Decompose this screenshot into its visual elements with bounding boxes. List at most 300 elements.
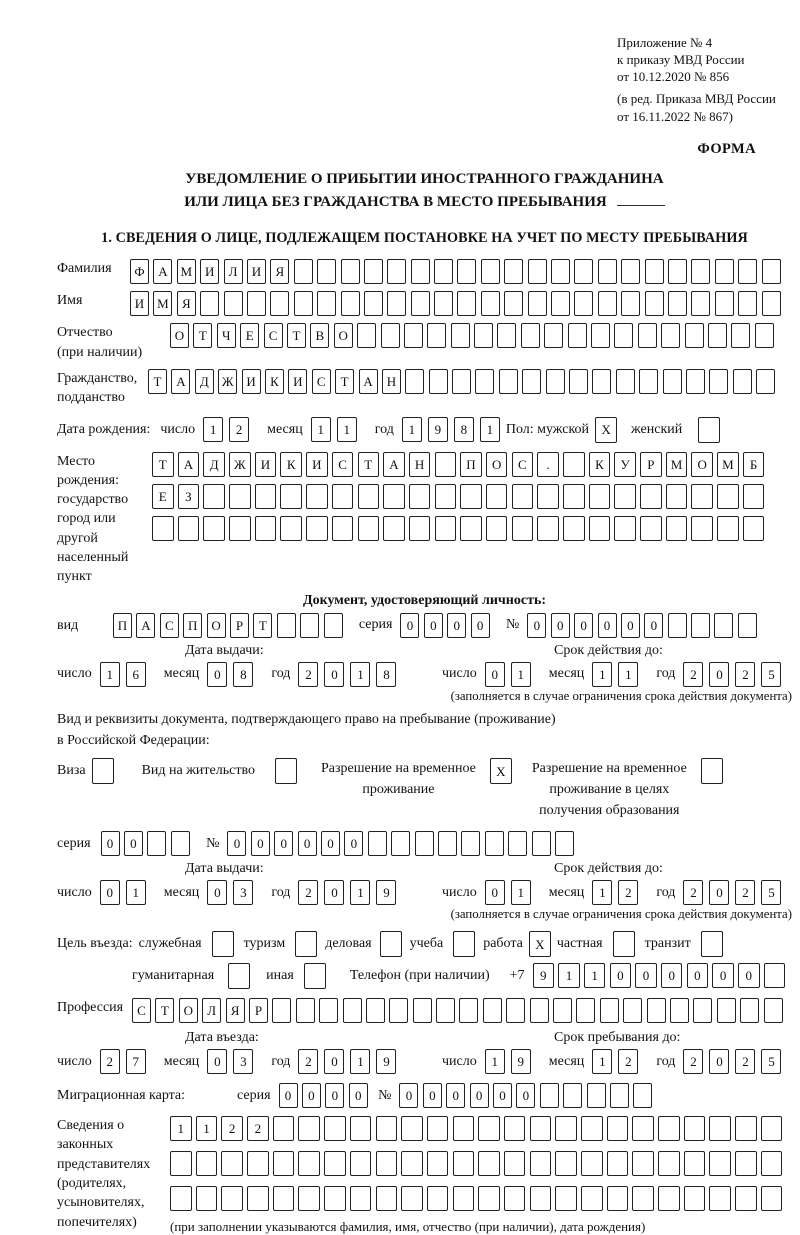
form-cell[interactable] <box>298 1186 320 1211</box>
form-cell[interactable]: 0 <box>279 1083 298 1108</box>
form-cell[interactable] <box>376 1151 398 1176</box>
form-cell[interactable] <box>453 931 475 957</box>
form-cell[interactable] <box>295 931 317 957</box>
form-cell[interactable]: Я <box>226 998 245 1023</box>
form-cell[interactable] <box>427 1186 449 1211</box>
form-cell[interactable] <box>589 484 611 509</box>
form-cell[interactable]: 0 <box>207 662 227 687</box>
form-cell[interactable]: С <box>264 323 283 348</box>
form-cell[interactable] <box>522 369 541 394</box>
form-cell[interactable] <box>666 484 688 509</box>
form-cell[interactable]: 2 <box>735 662 755 687</box>
form-cell[interactable]: У <box>614 452 636 477</box>
form-cell[interactable]: 0 <box>446 1083 465 1108</box>
form-cell[interactable]: 8 <box>233 662 253 687</box>
form-cell[interactable] <box>247 1151 269 1176</box>
form-cell[interactable] <box>521 323 540 348</box>
form-cell[interactable] <box>453 1116 475 1141</box>
form-cell[interactable] <box>435 484 457 509</box>
form-cell[interactable]: 2 <box>683 1049 703 1074</box>
form-cell[interactable]: Б <box>743 452 765 477</box>
form-cell[interactable]: 0 <box>302 1083 321 1108</box>
form-cell[interactable] <box>743 484 765 509</box>
form-cell[interactable] <box>324 1151 346 1176</box>
form-cell[interactable] <box>317 259 336 284</box>
form-cell[interactable] <box>743 516 765 541</box>
form-cell[interactable] <box>504 259 523 284</box>
form-cell[interactable] <box>341 291 360 316</box>
form-cell[interactable] <box>460 516 482 541</box>
form-cell[interactable]: 2 <box>247 1116 269 1141</box>
form-cell[interactable] <box>733 369 752 394</box>
form-cell[interactable] <box>504 291 523 316</box>
form-cell[interactable] <box>411 259 430 284</box>
form-cell[interactable] <box>459 998 478 1023</box>
form-cell[interactable] <box>756 369 775 394</box>
form-cell[interactable] <box>717 516 739 541</box>
form-cell[interactable]: 0 <box>101 831 120 856</box>
form-cell[interactable] <box>415 831 434 856</box>
form-cell[interactable] <box>731 323 750 348</box>
form-cell[interactable] <box>645 259 664 284</box>
form-cell[interactable] <box>481 259 500 284</box>
form-cell[interactable]: И <box>247 259 266 284</box>
form-cell[interactable] <box>401 1151 423 1176</box>
form-cell[interactable]: Ж <box>229 452 251 477</box>
form-cell[interactable] <box>324 1116 346 1141</box>
form-cell[interactable] <box>380 931 402 957</box>
form-cell[interactable]: 0 <box>661 963 683 988</box>
form-cell[interactable]: 8 <box>454 417 474 442</box>
form-cell[interactable] <box>563 516 585 541</box>
form-cell[interactable]: 3 <box>233 880 253 905</box>
form-cell[interactable] <box>221 1186 243 1211</box>
form-cell[interactable] <box>401 1186 423 1211</box>
form-cell[interactable] <box>391 831 410 856</box>
form-cell[interactable] <box>693 998 712 1023</box>
form-cell[interactable] <box>497 323 516 348</box>
form-cell[interactable] <box>427 323 446 348</box>
form-cell[interactable]: 0 <box>598 613 617 638</box>
form-cell[interactable]: 0 <box>709 880 729 905</box>
form-cell[interactable]: 0 <box>100 880 120 905</box>
form-cell[interactable] <box>623 998 642 1023</box>
form-cell[interactable]: С <box>160 613 179 638</box>
form-cell[interactable] <box>563 484 585 509</box>
form-cell[interactable] <box>427 1116 449 1141</box>
form-cell[interactable]: 0 <box>324 1049 344 1074</box>
form-cell[interactable] <box>546 369 565 394</box>
form-cell[interactable] <box>478 1116 500 1141</box>
form-cell[interactable]: Я <box>270 259 289 284</box>
form-cell[interactable] <box>358 484 380 509</box>
form-cell[interactable]: 0 <box>644 613 663 638</box>
form-cell[interactable] <box>409 516 431 541</box>
form-cell[interactable] <box>366 998 385 1023</box>
form-cell[interactable]: Т <box>287 323 306 348</box>
form-cell[interactable] <box>506 998 525 1023</box>
form-cell[interactable] <box>668 259 687 284</box>
form-cell[interactable] <box>686 369 705 394</box>
form-cell[interactable] <box>409 484 431 509</box>
form-cell[interactable] <box>319 998 338 1023</box>
form-cell[interactable]: Р <box>230 613 249 638</box>
form-cell[interactable] <box>532 831 551 856</box>
form-cell[interactable] <box>200 291 219 316</box>
form-cell[interactable] <box>387 259 406 284</box>
form-cell[interactable] <box>587 1083 606 1108</box>
form-cell[interactable] <box>614 484 636 509</box>
form-cell[interactable] <box>632 1151 654 1176</box>
form-cell[interactable] <box>483 998 502 1023</box>
form-cell[interactable] <box>300 613 319 638</box>
form-cell[interactable] <box>701 931 723 957</box>
form-cell[interactable]: П <box>113 613 132 638</box>
form-cell[interactable] <box>632 1186 654 1211</box>
form-cell[interactable]: И <box>288 369 307 394</box>
form-cell[interactable] <box>486 516 508 541</box>
form-cell[interactable] <box>684 1151 706 1176</box>
form-cell[interactable] <box>358 516 380 541</box>
form-cell[interactable]: 0 <box>321 831 340 856</box>
form-cell[interactable] <box>170 1186 192 1211</box>
form-cell[interactable] <box>475 369 494 394</box>
form-cell[interactable]: 2 <box>618 1049 638 1074</box>
form-cell[interactable] <box>530 998 549 1023</box>
form-cell[interactable] <box>610 1083 629 1108</box>
form-cell[interactable] <box>581 1151 603 1176</box>
form-cell[interactable] <box>504 1186 526 1211</box>
form-cell[interactable] <box>555 1116 577 1141</box>
form-cell[interactable] <box>568 323 587 348</box>
form-cell[interactable]: К <box>265 369 284 394</box>
form-cell[interactable]: А <box>153 259 172 284</box>
form-cell[interactable]: 1 <box>618 662 638 687</box>
form-cell[interactable]: 1 <box>592 880 612 905</box>
form-cell[interactable] <box>298 1151 320 1176</box>
form-cell[interactable]: С <box>512 452 534 477</box>
form-cell[interactable]: 9 <box>376 1049 396 1074</box>
form-cell[interactable] <box>607 1151 629 1176</box>
form-cell[interactable] <box>691 291 710 316</box>
form-cell[interactable]: З <box>178 484 200 509</box>
form-cell[interactable] <box>350 1186 372 1211</box>
form-cell[interactable] <box>555 1186 577 1211</box>
form-cell[interactable]: 2 <box>100 1049 120 1074</box>
form-cell[interactable] <box>738 259 757 284</box>
form-cell[interactable]: М <box>666 452 688 477</box>
form-cell[interactable]: К <box>280 452 302 477</box>
form-cell[interactable]: 1 <box>592 662 612 687</box>
form-cell[interactable] <box>170 1151 192 1176</box>
form-cell[interactable] <box>435 516 457 541</box>
form-cell[interactable] <box>647 998 666 1023</box>
form-cell[interactable] <box>581 1116 603 1141</box>
form-cell[interactable]: Т <box>335 369 354 394</box>
form-cell[interactable]: Н <box>409 452 431 477</box>
form-cell[interactable] <box>280 484 302 509</box>
form-cell[interactable]: 5 <box>761 662 781 687</box>
form-cell[interactable] <box>364 291 383 316</box>
form-cell[interactable] <box>411 291 430 316</box>
form-cell[interactable]: 2 <box>683 662 703 687</box>
form-cell[interactable]: Е <box>152 484 174 509</box>
form-cell[interactable] <box>553 998 572 1023</box>
form-cell[interactable] <box>684 1116 706 1141</box>
form-cell[interactable]: О <box>207 613 226 638</box>
form-cell[interactable]: Л <box>202 998 221 1023</box>
form-cell[interactable] <box>255 516 277 541</box>
form-cell[interactable] <box>383 516 405 541</box>
form-cell[interactable]: П <box>183 613 202 638</box>
form-cell[interactable] <box>178 516 200 541</box>
form-cell[interactable] <box>451 323 470 348</box>
form-cell[interactable] <box>332 516 354 541</box>
form-cell[interactable]: 9 <box>376 880 396 905</box>
form-cell[interactable] <box>368 831 387 856</box>
form-cell[interactable] <box>324 613 343 638</box>
form-cell[interactable]: И <box>200 259 219 284</box>
form-cell[interactable] <box>530 1151 552 1176</box>
form-cell[interactable]: 0 <box>124 831 143 856</box>
form-cell[interactable] <box>735 1186 757 1211</box>
form-cell[interactable]: 1 <box>592 1049 612 1074</box>
form-cell[interactable]: В <box>310 323 329 348</box>
form-cell[interactable] <box>270 291 289 316</box>
form-cell[interactable] <box>528 259 547 284</box>
form-cell[interactable] <box>255 484 277 509</box>
form-cell[interactable] <box>581 1186 603 1211</box>
form-cell[interactable]: Ж <box>218 369 237 394</box>
form-cell[interactable] <box>324 1186 346 1211</box>
form-cell[interactable] <box>280 516 302 541</box>
form-cell[interactable]: 0 <box>447 613 466 638</box>
form-cell[interactable]: 2 <box>298 1049 318 1074</box>
form-cell[interactable] <box>486 484 508 509</box>
form-cell[interactable]: С <box>132 998 151 1023</box>
form-cell[interactable] <box>478 1186 500 1211</box>
form-cell[interactable] <box>668 291 687 316</box>
form-cell[interactable]: 2 <box>683 880 703 905</box>
form-cell[interactable] <box>537 516 559 541</box>
form-cell[interactable]: Т <box>253 613 272 638</box>
form-cell[interactable]: 0 <box>485 880 505 905</box>
form-cell[interactable] <box>607 1186 629 1211</box>
form-cell[interactable]: И <box>255 452 277 477</box>
form-cell[interactable]: 0 <box>493 1083 512 1108</box>
form-cell[interactable]: Л <box>224 259 243 284</box>
form-cell[interactable] <box>504 1151 526 1176</box>
form-cell[interactable] <box>277 613 296 638</box>
form-cell[interactable]: 0 <box>470 1083 489 1108</box>
form-cell[interactable] <box>453 1186 475 1211</box>
form-cell[interactable] <box>196 1151 218 1176</box>
form-cell[interactable] <box>691 259 710 284</box>
form-cell[interactable]: А <box>178 452 200 477</box>
form-cell[interactable]: 1 <box>311 417 331 442</box>
form-cell[interactable] <box>228 963 250 989</box>
form-cell[interactable] <box>427 1151 449 1176</box>
form-cell[interactable] <box>717 484 739 509</box>
form-cell[interactable] <box>461 831 480 856</box>
form-cell[interactable] <box>738 291 757 316</box>
form-cell[interactable]: О <box>486 452 508 477</box>
form-cell[interactable]: Т <box>155 998 174 1023</box>
form-cell[interactable] <box>600 998 619 1023</box>
form-cell[interactable]: 7 <box>126 1049 146 1074</box>
form-cell[interactable] <box>383 484 405 509</box>
form-cell[interactable] <box>273 1151 295 1176</box>
form-cell[interactable] <box>296 998 315 1023</box>
form-cell[interactable]: Н <box>382 369 401 394</box>
form-cell[interactable]: 0 <box>344 831 363 856</box>
form-cell[interactable]: 2 <box>298 662 318 687</box>
form-cell[interactable]: 0 <box>207 880 227 905</box>
form-cell[interactable]: П <box>460 452 482 477</box>
form-cell[interactable] <box>438 831 457 856</box>
form-cell[interactable] <box>638 323 657 348</box>
form-cell[interactable] <box>639 369 658 394</box>
form-cell[interactable] <box>661 323 680 348</box>
form-cell[interactable]: А <box>383 452 405 477</box>
form-cell[interactable] <box>551 259 570 284</box>
form-cell[interactable] <box>247 1186 269 1211</box>
form-cell[interactable] <box>715 259 734 284</box>
form-cell[interactable]: Т <box>148 369 167 394</box>
form-cell[interactable]: X <box>529 931 551 957</box>
form-cell[interactable] <box>196 1186 218 1211</box>
form-cell[interactable] <box>738 613 757 638</box>
form-cell[interactable] <box>691 516 713 541</box>
form-cell[interactable]: 1 <box>480 417 500 442</box>
form-cell[interactable]: 0 <box>485 662 505 687</box>
form-cell[interactable] <box>481 291 500 316</box>
form-cell[interactable] <box>761 1151 783 1176</box>
form-cell[interactable] <box>436 998 455 1023</box>
form-cell[interactable]: 0 <box>399 1083 418 1108</box>
form-cell[interactable] <box>598 291 617 316</box>
form-cell[interactable]: И <box>306 452 328 477</box>
form-cell[interactable] <box>691 484 713 509</box>
form-cell[interactable]: Д <box>195 369 214 394</box>
form-cell[interactable]: 2 <box>229 417 249 442</box>
form-cell[interactable]: 1 <box>511 880 531 905</box>
form-cell[interactable] <box>499 369 518 394</box>
form-cell[interactable] <box>632 1116 654 1141</box>
form-cell[interactable] <box>474 323 493 348</box>
form-cell[interactable] <box>658 1151 680 1176</box>
form-cell[interactable] <box>540 1083 559 1108</box>
form-cell[interactable] <box>381 323 400 348</box>
form-cell[interactable] <box>272 998 291 1023</box>
form-cell[interactable]: 9 <box>533 963 555 988</box>
form-cell[interactable]: М <box>153 291 172 316</box>
form-cell[interactable]: 0 <box>325 1083 344 1108</box>
form-cell[interactable] <box>715 291 734 316</box>
form-cell[interactable] <box>574 259 593 284</box>
form-cell[interactable]: 1 <box>203 417 223 442</box>
form-cell[interactable]: И <box>130 291 149 316</box>
form-cell[interactable]: 1 <box>402 417 422 442</box>
form-cell[interactable]: 8 <box>376 662 396 687</box>
form-cell[interactable]: 0 <box>712 963 734 988</box>
form-cell[interactable] <box>401 1116 423 1141</box>
form-cell[interactable] <box>332 484 354 509</box>
form-cell[interactable] <box>717 998 736 1023</box>
form-cell[interactable] <box>350 1151 372 1176</box>
form-cell[interactable] <box>306 516 328 541</box>
form-cell[interactable]: О <box>334 323 353 348</box>
form-cell[interactable] <box>762 259 781 284</box>
form-cell[interactable]: 2 <box>618 880 638 905</box>
form-cell[interactable] <box>357 323 376 348</box>
form-cell[interactable] <box>668 613 687 638</box>
form-cell[interactable]: 9 <box>511 1049 531 1074</box>
form-cell[interactable]: X <box>490 758 512 784</box>
form-cell[interactable] <box>405 369 424 394</box>
form-cell[interactable] <box>376 1186 398 1211</box>
form-cell[interactable] <box>658 1116 680 1141</box>
form-cell[interactable]: Я <box>177 291 196 316</box>
form-cell[interactable]: Р <box>249 998 268 1023</box>
form-cell[interactable] <box>273 1186 295 1211</box>
form-cell[interactable]: 0 <box>574 613 593 638</box>
form-cell[interactable] <box>460 484 482 509</box>
form-cell[interactable]: М <box>717 452 739 477</box>
form-cell[interactable] <box>212 931 234 957</box>
form-cell[interactable]: Ф <box>130 259 149 284</box>
form-cell[interactable] <box>221 1151 243 1176</box>
form-cell[interactable] <box>708 323 727 348</box>
form-cell[interactable]: О <box>691 452 713 477</box>
form-cell[interactable] <box>434 259 453 284</box>
form-cell[interactable] <box>537 484 559 509</box>
form-cell[interactable] <box>364 259 383 284</box>
form-cell[interactable]: А <box>171 369 190 394</box>
form-cell[interactable] <box>714 613 733 638</box>
form-cell[interactable] <box>275 758 297 784</box>
form-cell[interactable] <box>576 998 595 1023</box>
form-cell[interactable] <box>485 831 504 856</box>
form-cell[interactable]: Т <box>193 323 212 348</box>
form-cell[interactable]: 2 <box>735 1049 755 1074</box>
form-cell[interactable] <box>684 1186 706 1211</box>
form-cell[interactable] <box>621 291 640 316</box>
form-cell[interactable] <box>429 369 448 394</box>
form-cell[interactable] <box>551 291 570 316</box>
form-cell[interactable] <box>434 291 453 316</box>
form-cell[interactable]: 1 <box>485 1049 505 1074</box>
form-cell[interactable] <box>616 369 635 394</box>
form-cell[interactable] <box>478 1151 500 1176</box>
form-cell[interactable]: И <box>242 369 261 394</box>
form-cell[interactable]: 1 <box>511 662 531 687</box>
form-cell[interactable] <box>563 452 585 477</box>
form-cell[interactable]: Е <box>240 323 259 348</box>
form-cell[interactable] <box>203 516 225 541</box>
form-cell[interactable] <box>350 1116 372 1141</box>
form-cell[interactable] <box>735 1151 757 1176</box>
form-cell[interactable]: 0 <box>635 963 657 988</box>
form-cell[interactable] <box>621 259 640 284</box>
form-cell[interactable] <box>387 291 406 316</box>
form-cell[interactable]: 0 <box>551 613 570 638</box>
form-cell[interactable] <box>663 369 682 394</box>
form-cell[interactable] <box>701 758 723 784</box>
form-cell[interactable] <box>563 1083 582 1108</box>
form-cell[interactable]: 0 <box>709 1049 729 1074</box>
form-cell[interactable] <box>404 323 423 348</box>
